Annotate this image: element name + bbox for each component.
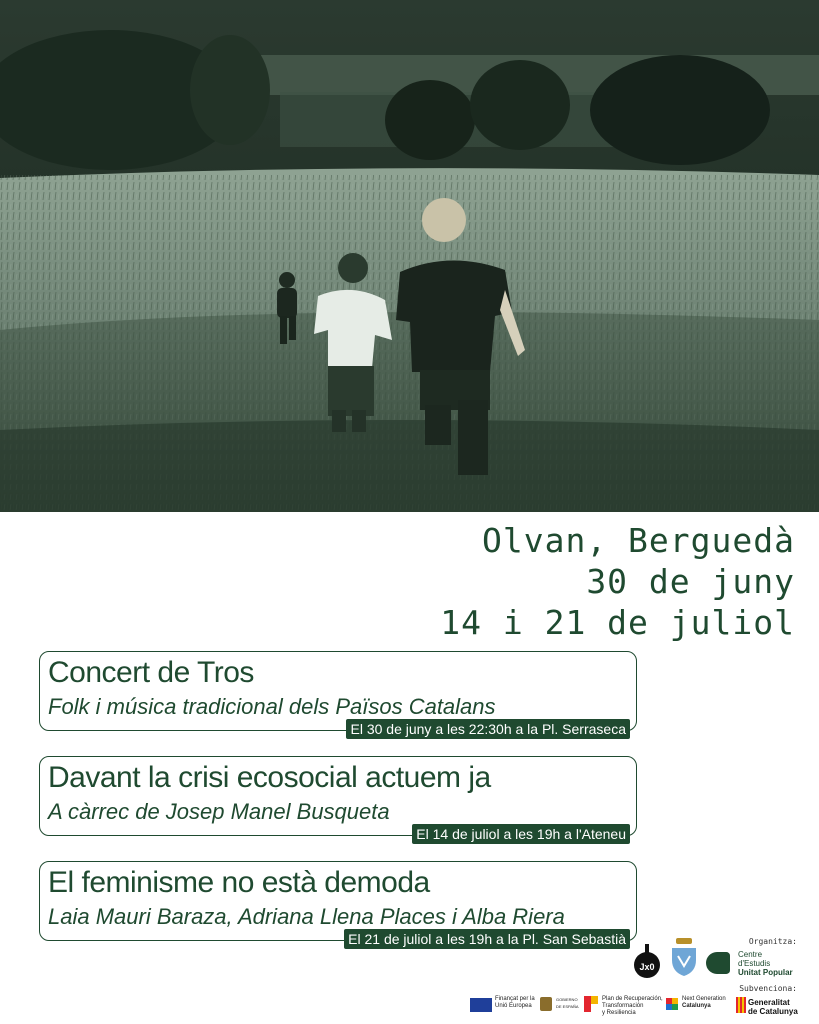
event-title: Davant la crisi ecosocial actuem ja [48,761,491,794]
date-line-2: 14 i 21 de juliol [440,603,795,642]
date-line-1: 30 de juny [586,562,795,601]
event-when-badge: El 14 de juliol a les 19h a l'Ateneu [412,824,630,844]
eu-funding-text: Finançat per la Unió Europea [495,996,535,1009]
generalitat-logo-icon [736,997,746,1013]
event-card-ecosocial [39,756,637,842]
organitza-label: Organitza: [748,937,797,946]
event-subtitle: Folk i música tradicional dels Països Catalans [48,694,496,719]
child-far [277,272,297,344]
jx0-logo [634,952,660,978]
event-subtitle: A càrrec de Josep Manel Busqueta [48,799,390,824]
event-card-feminisme [39,861,637,947]
olvan-coat-of-arms-icon [670,938,698,978]
event-title: El feminisme no està demoda [48,866,430,899]
prtr-text: Plan de Recuperación, Transformación y Resiliencia [602,996,663,1016]
event-when-badge: El 30 de juny a les 22:30h a la Pl. Serraseca [346,719,630,739]
next-generation-catalunya-icon [666,998,678,1010]
eu-flag-icon [470,998,492,1012]
generalitat-text: Generalitat de Catalunya [748,998,798,1016]
next-generation-catalunya-text: Next Generation Catalunya [682,996,726,1009]
spain-government-emblem-icon [540,997,552,1011]
jx0-logo-text: Jx0 [639,962,655,972]
prtr-logo-icon [584,996,598,1012]
event-subtitle: Laia Mauri Baraza, Adriana Llena Places i Alba Riera [48,904,565,929]
location-line: Olvan, Berguedà [481,521,795,560]
event-card-concert [39,651,637,737]
ceup-logo-text: Centre d'Estudis Unitat Popular [738,950,793,977]
subvenciona-label: Subvenciona: [739,984,797,993]
event-title: Concert de Tros [48,656,254,689]
spain-government-text: GOBIERNO DE ESPAÑA [556,997,579,1009]
location-dates [295,520,795,643]
ceup-logo-mark-icon [706,952,730,974]
event-when-badge: El 21 de juliol a les 19h a la Pl. San Sebastià [344,929,630,949]
